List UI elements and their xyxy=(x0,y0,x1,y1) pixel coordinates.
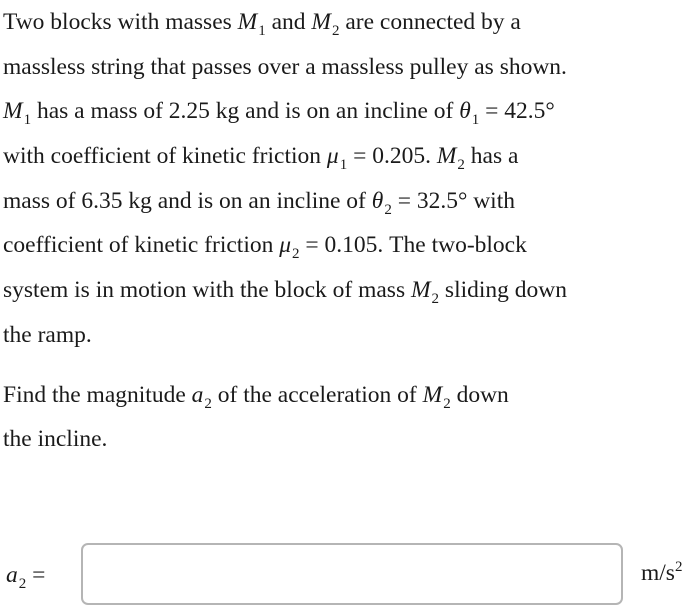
answer-input[interactable] xyxy=(81,543,623,605)
mass-symbol: M xyxy=(422,381,443,408)
problem-line: system is in motion with the block of mass $M_2$ sliding down xyxy=(3,277,568,308)
paragraph-gap xyxy=(3,358,700,373)
mass-symbol: M xyxy=(3,98,23,125)
answer-label: $a_2$ = xyxy=(6,562,46,592)
question-line: the incline. xyxy=(3,426,108,453)
problem-line: mass of 6.35 kg and is on an incline of $\theta_2 = 32.5^\circ$ with xyxy=(3,187,515,218)
problem-line: the ramp. xyxy=(3,321,92,348)
question-line: Find the magnitude $a_2$ of the acceleration of $M_2$ down xyxy=(3,381,509,412)
answer-row xyxy=(0,542,700,610)
mass-symbol: M xyxy=(436,143,457,170)
problem-line: with coefficient of kinetic friction $\mu_1 = 0.205$. $M_2$ has a xyxy=(3,143,519,174)
problem-line: $M_1$ has a mass of 2.25 kg and is on an incline of $\theta_1 = 42.5^\circ$ xyxy=(3,98,555,129)
unit-label: $m/s^2$ xyxy=(641,559,683,586)
friction-symbol: μ xyxy=(279,232,292,259)
friction-symbol: μ xyxy=(326,143,339,170)
mass-symbol: M xyxy=(410,277,431,304)
acceleration-symbol: a xyxy=(191,381,204,408)
problem-statement xyxy=(3,0,700,462)
problem-line: massless string that passes over a massless pulley as shown. xyxy=(3,53,567,80)
angle-symbol: θ xyxy=(459,98,471,125)
angle-symbol: θ xyxy=(371,187,384,214)
problem-line: Two blocks with masses $M_1$ and $M_2$ are connected by a xyxy=(3,9,521,39)
mass-symbol: M xyxy=(311,9,331,35)
mass-symbol: M xyxy=(237,9,258,35)
problem-line: coefficient of kinetic friction $\mu_2 = 0.105$. The two-block xyxy=(3,232,527,263)
